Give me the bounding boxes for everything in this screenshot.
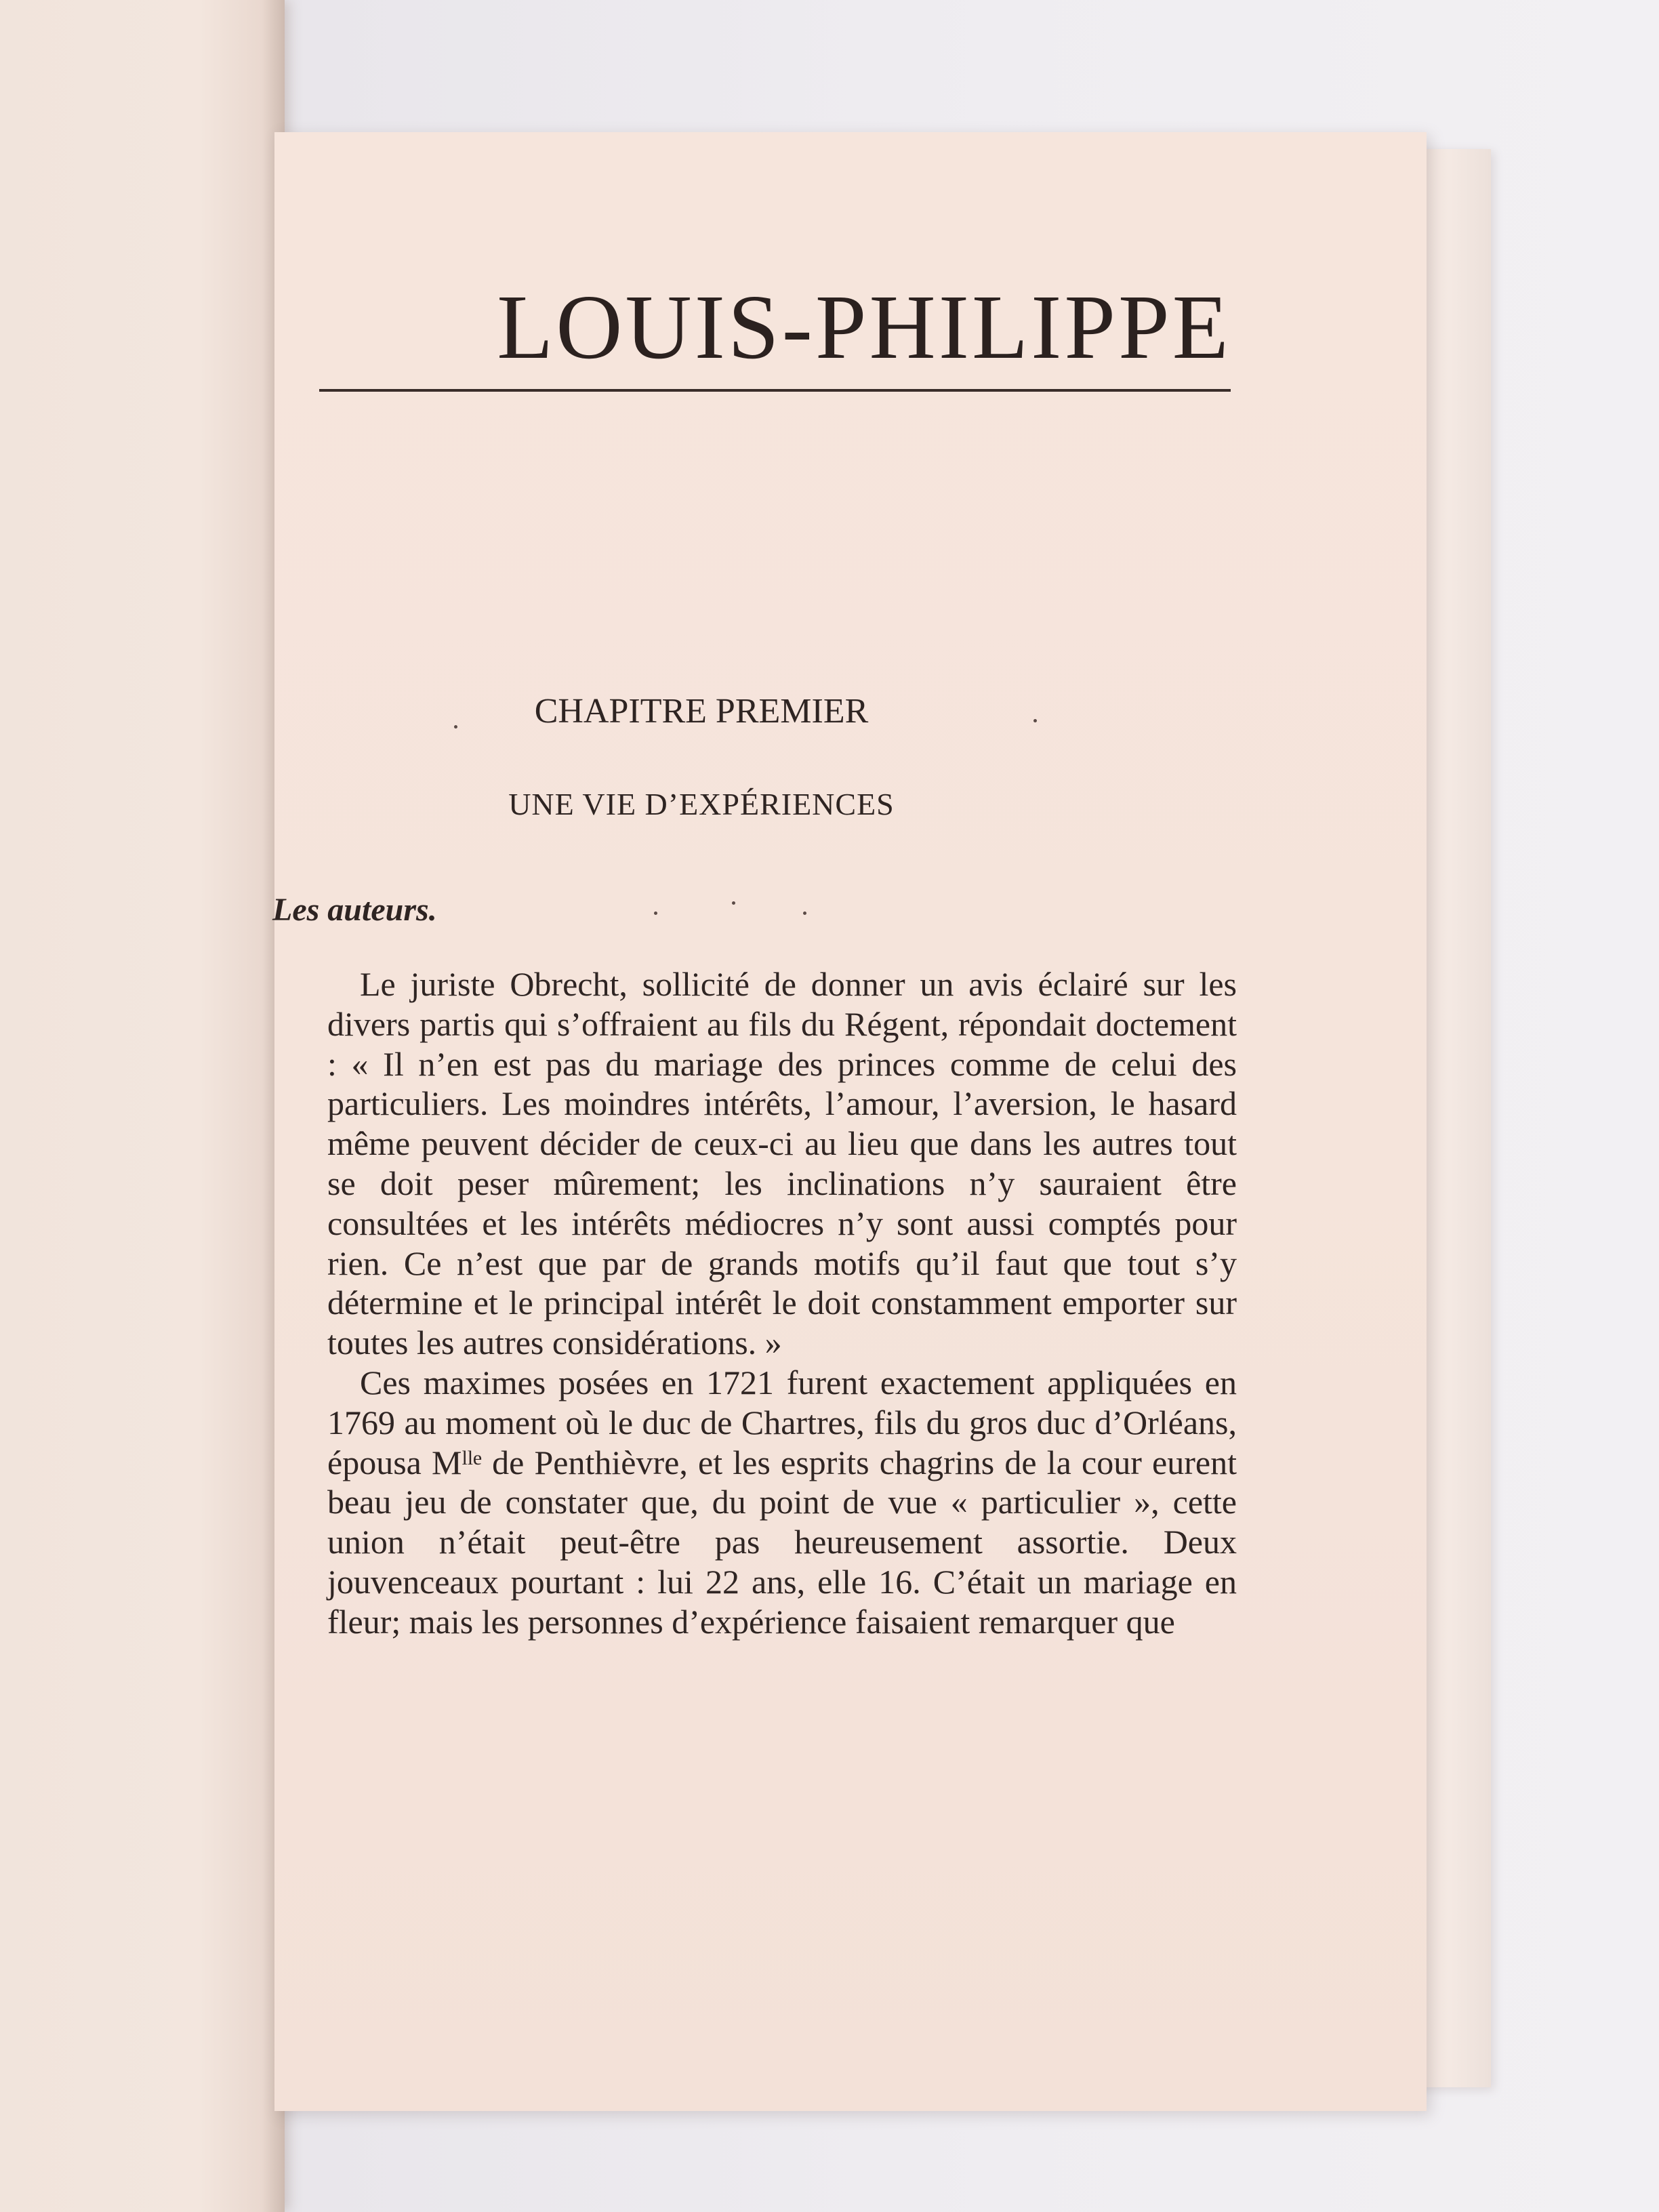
chapter-heading: CHAPITRE PREMIER	[534, 692, 869, 731]
facing-page-edge	[0, 0, 285, 2212]
section-heading: Les auteurs.	[272, 892, 437, 928]
ink-speck	[803, 912, 806, 915]
ink-speck	[654, 912, 657, 915]
book-page	[274, 132, 1427, 2111]
paragraph-1: Le juriste Obrecht, sollicité de donner un avis éclairé sur les divers partis qui s’offraient au fils du Régent, répondait doctement : « Il n’en est pas du mariage des princes comme de celui des particuliers. Les moindres intérêts, l’amour, l’aversion, le hasard même peuvent décider de ceux-ci au lieu que dans les autres tout se doit peser mûrement; les inclinations n’y sauraient être consultées et les intérêts médiocres n’y sont aussi comptés pour rien. Ce n’est que par de grands motifs qu’il faut que tout s’y détermine et le principal intérêt le doit constamment emporter sur toutes les autres considérations. »	[327, 965, 1237, 1362]
ink-speck	[732, 901, 735, 905]
page-title: LOUIS-PHILIPPE	[497, 276, 1231, 378]
ink-speck	[454, 725, 457, 729]
body-text	[327, 964, 1237, 1642]
chapter-subtitle: UNE VIE D’EXPÉRIENCES	[508, 787, 895, 821]
ink-speck	[1033, 719, 1037, 722]
title-rule	[319, 389, 1231, 392]
paragraph-2: Ces maximes posées en 1721 furent exactement appliquées en 1769 au moment où le duc de Chartres, fils du gros duc d’Orléans, épousa Mˡˡᵉ de Penthièvre, et les esprits chagrins de la cour eurent beau jeu de constater que, du point de vue « particulier », cette union n’était peut-être pas heureusement assortie. Deux jouvenceaux pourtant : lui 22 ans, elle 16. C’était un mariage en fleur; mais les personnes d’expérience faisaient remarquer que	[327, 1363, 1237, 1641]
